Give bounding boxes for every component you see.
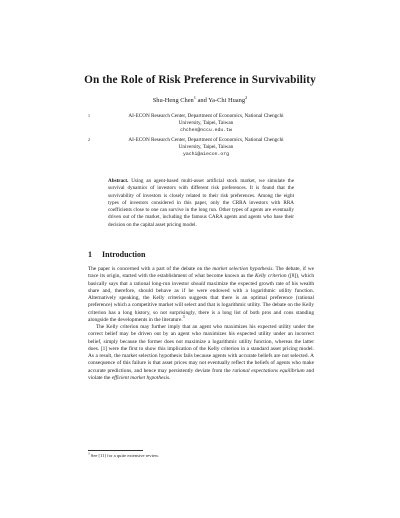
- footnote: [88, 453, 159, 458]
- author-name: Ya-Chi Huang: [208, 97, 246, 104]
- footnote-mark[interactable]: 3: [182, 314, 185, 319]
- section-title: Introduction: [102, 250, 146, 259]
- affiliation-email[interactable]: yachi@aiecon.org: [182, 152, 230, 158]
- abstract-label: Abstract.: [108, 178, 129, 184]
- affiliation-line: University, Taipei, Taiwan: [178, 120, 234, 127]
- emph-run: rational expectations equilibrium: [232, 367, 305, 374]
- emph-run: efficient market hypothesis: [111, 374, 170, 381]
- paragraph: [88, 324, 314, 382]
- emph-run: Kelly criterion: [255, 273, 287, 280]
- text-run: and violate the: [88, 367, 314, 381]
- affiliation: [88, 137, 316, 159]
- paper-title: On the Role of Risk Preference in Survivability: [84, 74, 316, 86]
- text-run: maximize the expected growth rate of his wealth share and, therefore, should behave as if he were endowed with a logarithmic utility function. Alternatively speaking, the Kelly criterion suggests that there is an optimal preference (rational preference) which a competitive market will select and that is logarithmic utility. The debate on the Kelly criterion has a long history, so not surprisingly, there is a long list of both pros and cons standing alongside the developments in the literature.: [88, 280, 314, 323]
- footnote-number: 3: [88, 451, 90, 456]
- author-mark: 1: [193, 94, 196, 100]
- section-body: [88, 266, 314, 382]
- affiliation-line: University, Taipei, Taiwan: [178, 144, 234, 151]
- affiliation: [88, 113, 316, 135]
- text-run: . The debate, if we trace its origin, started with the establishment of what become known as the: [88, 266, 314, 280]
- text-run: The Kelly criterion may further imply that an agent who maximizes his expected utility under the correct belief may be driven out by an agent who maximizes his expected utility under an incorrect belief, simply because the former does not maximize a logarithmic utility function, whereas the latter does. [1] were the first to show this implication of the Kelly criterion in a standard asset pricing model. As a result, the market selection hypothesis fails because agents with accurate beliefs are not selected. A consequence of this failure is that asset prices may not eventually reflect the beliefs of agents who make accurate predictions, and hence may persistently deviate from the: [88, 324, 314, 374]
- footnote-rule: [88, 450, 143, 451]
- emph-run: market selection hypothesis: [212, 266, 273, 272]
- affiliation-line: AI-ECON Research Center, Department of Economics, National Chengchi: [128, 113, 284, 119]
- text-run: .: [169, 374, 171, 381]
- paragraph: [88, 266, 314, 324]
- author-and: and: [197, 97, 207, 104]
- section-heading: [88, 250, 145, 259]
- author-name: Shu-Heng Chen: [152, 97, 194, 104]
- footnote-text: See [11] for a quite extensive review.: [90, 453, 160, 458]
- text-run: ([8]), which basically says that a rational long-run investor: [88, 273, 314, 287]
- affiliation-number: 1: [88, 113, 90, 118]
- author-line: [0, 94, 400, 104]
- section-number: 1: [88, 250, 92, 259]
- affiliation-email[interactable]: chchen@nccu.edu.tw: [180, 128, 232, 134]
- abstract: [108, 178, 294, 229]
- abstract-text: Using an agent-based multi-asset artificial stock market, we simulate the survival dynamics of investors with different risk preferences. It is found that the survivability of investors is closely related to their risk preferences. Among the eight types of investors considered in this paper, only the CRRA investors with RRA coefficients close to one can survive in the long run. Other types of agents are eventually driven out of the market, including the famous CARA agents and agents who base their decision on the capital asset pricing model.: [108, 178, 294, 228]
- text-run: The paper is concerned with a part of the debate on the: [88, 266, 213, 272]
- affiliation-number: 2: [88, 137, 90, 142]
- emph-run: should: [190, 280, 206, 287]
- author-mark: 2: [245, 94, 248, 100]
- affiliation-line: AI-ECON Research Center, Department of Economics, National Chengchi: [128, 137, 284, 143]
